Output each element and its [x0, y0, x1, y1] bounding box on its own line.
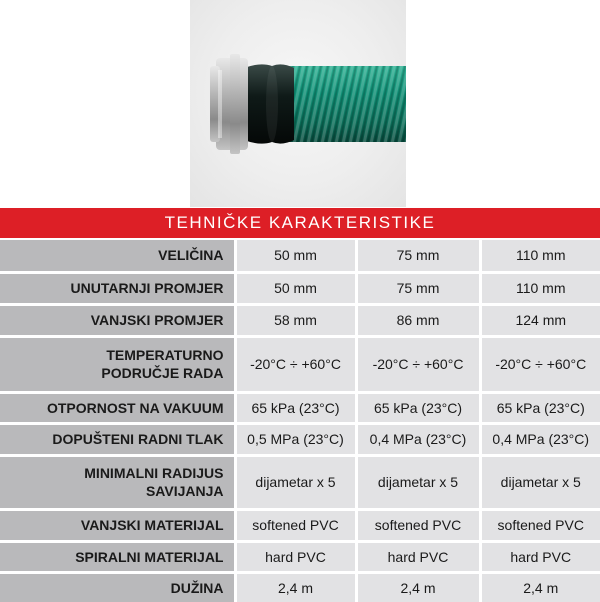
cell-value: 75 mm [356, 272, 480, 304]
hose-illustration [190, 0, 406, 207]
table-row [0, 240, 600, 272]
cell-value: softened PVC [235, 509, 356, 541]
label-line: VELIČINA [158, 247, 224, 264]
row-label [0, 509, 235, 541]
label-line: DOPUŠTENI RADNI TLAK [52, 431, 224, 447]
cell-value: 0,4 MPa (23°C) [480, 423, 600, 455]
cell-value: softened PVC [480, 509, 600, 541]
cell-value: hard PVC [356, 541, 480, 572]
cell-value: dijametar x 5 [235, 455, 356, 509]
cell-value: 2,4 m [480, 572, 600, 602]
cell-value: 124 mm [480, 304, 600, 336]
table-row [0, 572, 600, 602]
cell-value: softened PVC [356, 509, 480, 541]
cell-value: 86 mm [356, 304, 480, 336]
row-label [0, 455, 235, 509]
cell-value: -20°C ÷ +60°C [480, 336, 600, 392]
cell-value: 0,4 MPa (23°C) [356, 423, 480, 455]
label-line: DUŽINA [170, 579, 224, 596]
cell-value: 0,5 MPa (23°C) [235, 423, 356, 455]
cell-value: -20°C ÷ +60°C [235, 336, 356, 392]
label-line: SPIRALNI MATERIJAL [75, 548, 224, 565]
cell-value: 58 mm [235, 304, 356, 336]
label-line: VANJSKI PROMJER [90, 312, 224, 328]
row-label [0, 423, 235, 455]
table-row [0, 541, 600, 572]
row-label [0, 240, 235, 272]
row-label [0, 272, 235, 304]
cell-value: 65 kPa (23°C) [235, 392, 356, 423]
row-label [0, 336, 235, 392]
table-row [0, 304, 600, 336]
table-row [0, 336, 600, 392]
table-row [0, 509, 600, 541]
row-label [0, 304, 235, 336]
cell-value: 65 kPa (23°C) [480, 392, 600, 423]
spec-table [0, 240, 600, 602]
label-line: UNUTARNJI PROMJER [70, 280, 224, 296]
label-line: VANJSKI MATERIJAL [80, 517, 224, 533]
cell-value: 50 mm [235, 240, 356, 272]
row-label [0, 541, 235, 572]
row-label [0, 572, 235, 602]
cell-value: dijametar x 5 [480, 455, 600, 509]
cell-value: 2,4 m [356, 572, 480, 602]
cell-value: hard PVC [480, 541, 600, 572]
cell-value: 75 mm [356, 240, 480, 272]
label-line: MINIMALNI RADIJUS [84, 465, 224, 481]
label-line: PODRUČJE RADA [101, 365, 224, 381]
table-row [0, 423, 600, 455]
cell-value: hard PVC [235, 541, 356, 572]
cell-value: 2,4 m [235, 572, 356, 602]
cell-value: 110 mm [480, 240, 600, 272]
cell-value: 50 mm [235, 272, 356, 304]
label-line: TEMPERATURNO [106, 347, 224, 363]
table-row [0, 392, 600, 423]
table-row [0, 272, 600, 304]
row-label [0, 392, 235, 423]
product-photo [190, 0, 406, 207]
cell-value: dijametar x 5 [356, 455, 480, 509]
cell-value: 65 kPa (23°C) [356, 392, 480, 423]
cell-value: 110 mm [480, 272, 600, 304]
table-row [0, 455, 600, 509]
cell-value: -20°C ÷ +60°C [356, 336, 480, 392]
label-line: SAVIJANJA [145, 483, 224, 499]
label-line: OTPORNOST NA VAKUUM [46, 399, 224, 416]
section-title: TEHNIČKE KARAKTERISTIKE [0, 208, 600, 238]
